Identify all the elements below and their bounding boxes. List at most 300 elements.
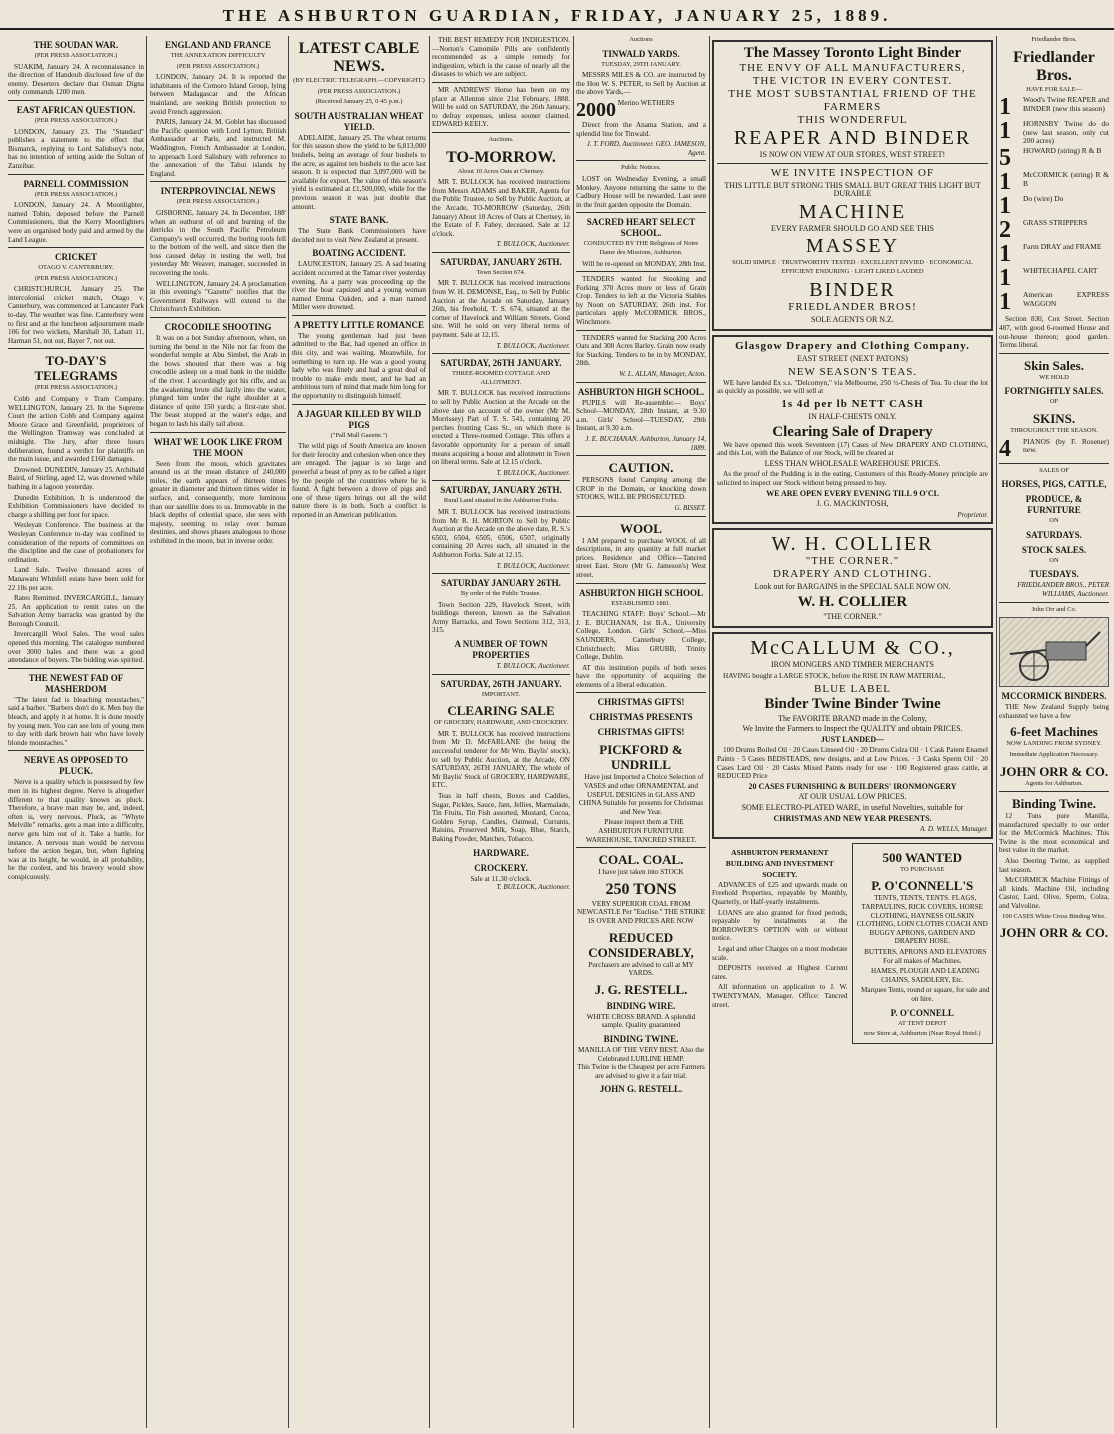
auction-text: MR T. BULLOCK has received instructions from Mr D. McFARLANE (he being the successful tenderer for Mr Wm. Baylis' stock), to sell by Public Auction, at the Arcade, ON SATURDAY, 26TH JANUARY, The whole of Mr Baylis' Stock of GROCERY, HARDWARE, ETC. [432, 729, 570, 790]
newspaper-masthead [0, 6, 1114, 30]
column-5-notices [576, 36, 706, 1428]
item-label: WHITECHAPEL CART [1023, 266, 1098, 276]
ad-line: WE INVITE INSPECTION OF [770, 166, 935, 179]
ad-title: The Massey Toronto Light Binder [743, 45, 962, 61]
ad-text: TENTS, TENTS, TENTS. FLAGS, TARPAULINS, RICK COVERS, HORSE CLOTHING, HAYNESS OILSKIN CLOTHING, LOIN CLOTHS COACH AND BUGGY APRONS, GARDEN AND DRAPERY HOSE. [856, 894, 988, 946]
subheading: Town Section 674. [476, 268, 526, 276]
item-count: 4 [999, 435, 1011, 462]
article-text: It was on a hot Sunday afternoon, when, on turning the bend in the Nile not far from the wonderful temple at Abu Simbel, the Arab in the bows shouted that there was a big crocodile asleep on a mud bank in the middle of the river. I accordingly got his rifle, and as the awakening brute slid lazily into the water, plunged him under the right shoulder at a distance of quite 150 yards; a first-rate shot. The beast stopped at the water's edge, and began to lash his daily tail about. [150, 334, 286, 428]
column-rule [429, 36, 430, 1428]
notice-signature: G. BISSET. [674, 503, 706, 512]
article-text: SUAKIM, January 24. A reconnaissance in the direction of Handoub disclosed few of the enemy. Deserters declare that Osman Digna only commands 1200 men. [8, 62, 144, 97]
item-count: 1 [999, 265, 1011, 292]
item-count: 1 [999, 289, 1011, 316]
ad-line: THE ENVY OF ALL MANUFACTURERS, [739, 62, 966, 74]
heading-east-african: EAST AFRICAN QUESTION. [16, 104, 136, 115]
heading-pickford: PICKFORD & UNDRILL [599, 742, 683, 773]
divider [576, 330, 706, 331]
ad-text: DEPOSITS received at Highest Current rates. [712, 964, 848, 981]
heading-christmas: CHRISTMAS GIFTS! [597, 697, 685, 708]
divider [8, 247, 144, 248]
byline: (PER PRESS ASSOCIATION.) [34, 116, 118, 124]
ad-text: We have opened this week Seventeen (17) Cases of New DRAPERY AND CLOTHING, and this Lot, with the Balance of our Stock, will be cleared at [717, 440, 988, 458]
received-time: (Received January 25, 0·45 p.m.) [315, 98, 403, 106]
divider [432, 82, 570, 83]
sale-item [999, 120, 1109, 145]
sale-item [999, 169, 1109, 196]
auctioneer-signature: T. BULLOCK, Auctioneer. [496, 662, 570, 671]
ad-line: Immediate Application Necessary. [1009, 750, 1099, 758]
ad-line: "THE CORNER." [823, 611, 882, 621]
ad-headline: Clearing Sale of Drapery [772, 423, 933, 440]
article-text: Land Sale. Twelve thousand acres of Manawatu Whinfell estate have been sold for 22 10s per acre. [8, 566, 144, 592]
ad-line: Agents for Ashburton. [1025, 779, 1083, 787]
article-text: GISBORNE, January 24. In December, 188' when an outburst of oil and burning of the derricks in the South Pacific Petroleum Company's well occurred, the boring tools fell to the bottom of the well, and since then the loss caused delay in testing the well, but yesterday Mr Weaver, manager, succeeded in recovering the tools. [150, 208, 286, 278]
byline: (PER PRESS ASSOCIATION.) [176, 62, 260, 70]
notice-signature: W. L. ALLAN, Manager, Acton. [619, 370, 706, 379]
heading-binding-twine: BINDING TWINE. [603, 1033, 679, 1044]
sale-items-list [999, 94, 1109, 316]
article-text: ADELAIDE, January 25. The wheat returns for this season show the yield to be 6,813,000 bushels, being an average of four bushels to the acre, as against ten bushels to the acre last season. It is expected that 3,097,000 will be available for export. The value of this season's yield is estimated at £1,500,000, while for the previous season it was just double that amount. [292, 133, 426, 211]
ad-headline: W. H. COLLIER [771, 533, 934, 556]
heading-cable-news: LATEST CABLE NEWS. [298, 40, 420, 75]
ad-headline: P. O'CONNELL'S [871, 878, 974, 894]
heading-auction-date: SATURDAY, 26TH JANUARY. [440, 678, 562, 689]
auctioneer-signature: T. BULLOCK, Auctioneer. [496, 240, 570, 249]
auction-text: MR T. BULLOCK has received instructions from W. H. DEMONSE, Esq., to Sell by Public Auction at the Arcade on Saturday, January 26th, his freehold, T. S. 674, situated at the corner of Havelock and William Streets. Good site. Will be sold on very liberal terms of payment. Sale at 12.15. [432, 279, 570, 340]
subheading: THREE-ROOMED COTTAGE AND ALLOTMENT. [451, 370, 551, 386]
heading-binding-wire: BINDING WIRE. [606, 1000, 676, 1011]
sale-item [999, 193, 1109, 220]
column-header: Friedlander Bros. [1031, 36, 1077, 43]
divider [292, 404, 426, 405]
heading-moon: WHAT WE LOOK LIKE FROM THE MOON [153, 436, 283, 458]
notice-text: PUPILS will Re-assemble:— Boys' School—MONDAY, 28th Instant, at 9.30 a.m. Girls' School—TUESDAY, 29th Instant, at 9.30 a.m. [576, 398, 706, 433]
heading-christmas: CHRISTMAS PRESENTS [589, 712, 693, 723]
item-count: 2 [999, 217, 1011, 244]
subheading: IMPORTANT. [481, 690, 521, 698]
divider [8, 668, 144, 669]
ad-line: PRODUCE, & FURNITURE [1025, 494, 1083, 516]
column-2-news [150, 36, 286, 1428]
column-rule [573, 36, 574, 1428]
sale-item [999, 217, 1109, 244]
heading-interprovincial: INTERPROVINCIAL NEWS [160, 186, 276, 197]
ad-headline: Friedlander Bros. [1013, 48, 1095, 84]
heading-binding-twine: Binding Twine. [1011, 796, 1097, 812]
notice-text: TENDERS wanted for Stacking 200 Acres Oats and 300 Acres Barley. Grain now ready for Stacking. Tenders to be in by MONDAY, 28th. [576, 333, 706, 368]
divider [8, 348, 144, 349]
ad-line: FRIEDLANDER BROS! [788, 300, 917, 313]
divider [432, 132, 570, 133]
ad-text: I have just taken into STOCK [598, 868, 684, 877]
sale-item [999, 265, 1109, 292]
divider [432, 252, 570, 253]
ad-line: JUST LANDED— [820, 734, 885, 744]
subheading: OF GROCERY, HARDWARE, AND CROCKERY. [433, 719, 569, 727]
ad-line: now Store at, Ashburton (Near Royal Hotel.) [863, 1030, 981, 1038]
ad-line: HAVE FOR SALE— [1026, 85, 1082, 93]
column-rule [288, 36, 289, 1428]
divider [576, 516, 706, 517]
ad-line: LESS THAN WHOLESALE WAREHOUSE PRICES. [764, 458, 941, 468]
ad-text: Please inspect them at THE ASHBURTON FURNITURE WAREHOUSE, TANCRED STREET. [585, 818, 697, 844]
ad-line: SOME ELECTRO-PLATED WARE, in useful Novelties, suitable for [741, 803, 964, 812]
ad-text: Also Deering Twine, as supplied last season. [999, 857, 1109, 874]
heading-wheat-yield: SOUTH AUSTRALIAN WHEAT YIELD. [294, 110, 424, 132]
heading-sacred-heart: SACRED HEART SELECT SCHOOL. [586, 217, 696, 239]
ad-headline: MACHINE [798, 200, 907, 223]
subheading: By order of the Public Trustee. [460, 590, 542, 598]
ad-text: HAMES, PLOUGH AND LEADING CHAINS, SADDLERY, Etc. [870, 967, 980, 984]
ad-headline: JOHN ORR & CO. [999, 763, 1109, 779]
ad-text: BUTTERS, APRONS AND ELEVATORS For all makes of Machines. [864, 947, 987, 965]
divider [150, 317, 286, 318]
ad-text: McCORMICK Machine Fittings of all kinds. Machine Oil, including Castor, Lard, Olive, Sperm, Colza, and Valvoline. [999, 876, 1109, 911]
heading-cricket: CRICKET [54, 252, 97, 263]
oconnell-tents-ad [852, 843, 994, 1044]
ad-line: IRON MONGERS AND TIMBER MERCHANTS [771, 660, 934, 670]
heading-auction-date: SATURDAY, 26TH JANUARY. [440, 358, 562, 369]
ad-line: NEW SEASON'S TEAS. [787, 365, 918, 378]
column-4-auctions [432, 36, 570, 1428]
building-society-ad [712, 843, 848, 1044]
ad-headline: 500 WANTED [882, 849, 963, 865]
heading-auction-date: SATURDAY JANUARY 26TH. [441, 578, 561, 589]
ad-line: The FAVORITE BRAND made in the Colony, [778, 713, 927, 723]
auction-text: MESSRS MILES & CO. are instructed by the Hon W. S. PETER, to Sell by Auction at the above Yards,— [576, 71, 706, 97]
heading-reduced: REDUCED CONSIDERABLY, [588, 929, 694, 960]
ad-line: Look out for BARGAINS in the SPECIAL SALE NOW ON. [754, 582, 951, 592]
ad-text: THE BEST REMEDY FOR INDIGESTION.—Norton's Camomile Pills are confidently recommended as a simple remedy for indigestion, which is the cause of nearly all the diseases to which we are subject. [432, 36, 570, 79]
article-text: Invercargill Wool Sales. The wool sales opened this morning. The catalogue numbered over 3000 bales and there was a good attendance of buyers. The bidding was spirited. [8, 630, 144, 665]
ad-text: Have just Imported a Choice Selection of VASES and other ORNAMENTAL and USEFUL DESIGNS in GLASS AND CHINA Suitable for presents for Christmas and New Year. [578, 773, 704, 816]
column-rule [996, 36, 997, 1428]
ad-text: Purchasers are advised to call at MY YARDS. [588, 960, 694, 978]
ad-stock-list: 100 Drums Boiled Oil · 20 Cases Linseed Oil · 20 Drums Colza Oil · 1 Cask Patent Enamel Paints · 5 Cases BEDSTEADS, new designs, and at Low Prices. · 3 Casks Sperm Oil · 20 Cases Lard Oil · 20 Casks Mixed Paints ready for use · 100 Registered grass cattle, at REDUCED Price [717, 746, 988, 781]
auction-text: Town Section 229, Havelock Street, with buildings thereon, known as the Salvation Army Barracks, and Town Sections 312, 313, 315. [432, 600, 570, 635]
heading-wool: WOOL [620, 520, 662, 536]
ad-text: As the proof of the Pudding is in the eating, Customers of this Ready-Money principle are solicited to inspect our Stock without being pressed to buy. [717, 470, 988, 487]
ad-line: AT TENT DEPOT [898, 1019, 947, 1027]
ad-text: WE have landed Ex s.s. "Delcomyn," via Melbourne, 250 ½-Chests of Tea. To clear the lot as quickly as possible, we will sell at [717, 378, 988, 396]
ad-line: ON [1049, 517, 1059, 525]
article-text: Dunedin Exhibition. It is understood the Exhibition Commissioners have decided to charge a shilling per foot for space. [8, 493, 144, 519]
heading-state-bank: STATE BANK. [329, 215, 389, 226]
ad-text: 12 Tons pure Manilla, manufactured specially to our order for the McCormick Machines. This Twine is the most economical and best value in the market. [999, 812, 1109, 855]
ad-line: 100 CASES White Cross Binding Wire. [1002, 912, 1106, 920]
auctioneer-signature: T. BULLOCK, Auctioneer. [496, 883, 570, 892]
glasgow-drapery-ad [712, 335, 993, 524]
article-text: The wild pigs of South America are known for their ferocity and cohesion when once they are enraged. The jaguar is so large and powerful a beast of prey as to be called a tiger by the people of the countries where he is found. A fight between a drove of pigs and one of these tigers brings out all the wild nature there is in both. Such a conflict is reported in an American publication. [292, 442, 426, 519]
ad-signature: FRIEDLANDER BROS., PETER WILLIAMS, Auctioneer. [1017, 581, 1109, 598]
auction-text: MR T. BULLOCK has received instructions from Mr R. H. MORTON to Sell by Public Auction at the Arcade on the above date, R. S.'s 6503, 6504, 6505, 6506, 6507, originally containing 20 Acres each, all situated in the Ashburton Forks. Sale at 12.15. [432, 507, 570, 559]
heading-clearing-sale: CLEARING SALE [447, 703, 555, 719]
byline: ("Pall Mall Gazette.") [330, 431, 388, 439]
column-rule [146, 36, 147, 1428]
subheading: CONDUCTED BY THE Religious of Notre Dame des Missions, Ashburton. [583, 240, 699, 256]
ad-line: IN HALF-CHESTS ONLY. [808, 411, 897, 421]
heading-restell: J. G. RESTELL. [594, 981, 688, 997]
reaper-binder-illustration [999, 617, 1109, 687]
item-count: 1 [999, 94, 1011, 121]
divider [8, 100, 144, 101]
divider [8, 750, 144, 751]
item-count: 1 [999, 241, 1011, 268]
heading-romance: A PRETTY LITTLE ROMANCE [294, 319, 424, 330]
divider [432, 353, 570, 354]
heading-christmas: CHRISTMAS GIFTS! [597, 727, 685, 738]
column-3-cables [292, 36, 426, 1428]
ad-text: ADVANCES of £25 and upwards made on Freehold Properties, repayable by Monthly, Quarterly, or Half-yearly instalments. [712, 880, 848, 906]
heading-jaguar: A JAGUAR KILLED BY WILD PIGS [296, 408, 422, 430]
ad-line: THROUGHOUT THE SEASON. [1010, 426, 1098, 434]
divider [576, 212, 706, 213]
ad-line: STOCK SALES. [1021, 544, 1087, 555]
column-7-friedlander [999, 36, 1109, 1428]
ad-qualities: SOLID SIMPLE · TRUSTWORTHY TESTED · EXCELLENT ENVIED · ECONOMICAL EFFICIENT ENDURING · LIGHT LIKED LAUDED [732, 259, 973, 275]
ad-line: THE MOST SUBSTANTIAL FRIEND OF THE FARMERS [728, 88, 977, 113]
divider [8, 174, 144, 175]
heading-mccormick: MCCORMICK BINDERS. [1001, 691, 1107, 702]
divider [576, 847, 706, 848]
item-label: GRASS STRIPPERS [1023, 218, 1088, 228]
heading-soudan-war: THE SOUDAN WAR. [33, 40, 119, 50]
ad-text: LOANS are also granted for fixed periods, repayable by instalments at the BORROWER'S OPTION with or without notice. [712, 908, 848, 943]
ad-line: WE HOLD [1039, 373, 1069, 381]
ad-line: EVERY FARMER SHOULD GO AND SEE THIS [771, 223, 934, 233]
notice-signature: J. E. BUCHANAN. Ashburton, January 14, 1889. [585, 435, 706, 452]
divider [432, 573, 570, 574]
auction-text: MR T. BULLOCK has received instructions from Messrs ADAMS and BAKER, Agents for the Public Trustee, to Sell by Public Auction, at the Arcade, TO-MORROW (Saturday, 26th January) About 10 Acres of Oats at Chertsey, in the Estate of F. Fahey, deceased. Sale at 12 o'clock. [432, 178, 570, 238]
item-label: American EXPRESS WAGGON [1023, 290, 1109, 308]
article-text: Nerve is a quality which is possessed by few men in its highest degree. Nerve is altogether different to that quality known as pluck. Therefore, a brave man may be, and, indeed, often is, very nervous. Pluck, as "Whyte Melville" remarks, gets a man into a difficulty, nerve gets him out of it. Take a battle, for instance. A nervous man would be nervous before the action began, but, when fighting was at its height, he would, in all probability, be the coolest, and his bravery would show conspicuously. [8, 778, 144, 881]
article-text: LONDON, January 24. A Moonlighter, named Tobin, deposed before the Parnell Commissioners, that the Kerry Moonlighters were an organised body paid and armed by the Land League. [8, 201, 144, 244]
heading-high-school: ASHBURTON HIGH SCHOOL. [577, 386, 705, 397]
column-rule [709, 36, 710, 1428]
article-text: WELLINGTON, January 24. A proclamation in this evening's "Gazette" notifies that the Government Railways will extend to the Christchurch Exhibition. [150, 279, 286, 314]
heading-crockery: CROCKERY. [474, 862, 528, 873]
item-count: 1 [999, 118, 1011, 145]
ad-line: John Orr and Co. [1031, 605, 1077, 613]
heading-john-restell: JOHN G. RESTELL. [599, 1084, 683, 1095]
divider [999, 602, 1109, 603]
heading-auction-date: SATURDAY, JANUARY 26TH. [440, 485, 562, 496]
mccallum-ad [712, 632, 993, 838]
sale-time: Sale at 11.30 o'clock. [470, 874, 532, 883]
byline: (BY ELECTRIC TELEGRAPH.—COPYRIGHT.) [293, 77, 425, 84]
stock-list: Teas in half chests, Boxes and Caddies, Sugar, Pickles, Sauce, Jam, Jellies, Marmalade, Tin Fruits, Tin Fish assorted, Mustard, Cocoa, Golden Syrup, Candles, Oatmeal, Currants, Raisins, Preserved Milk, Soap, Blue, Starch, Baking Powder, Matches, Tobacco. [432, 792, 570, 843]
ad-text: Marquee Tents, round or square, for sale and on hire. [861, 986, 990, 1003]
notice-text: MR ANDREWS' Horse has been on my place at Allenton since 21st February, 1888. Will be sold on SATURDAY, the 26th January, to defray expenses, unless sooner claimed. EDWARD KEELY. [432, 85, 570, 129]
subheading: THE ANNEXATION DIFFICULTY [170, 52, 266, 59]
ad-headline: MASSEY [805, 235, 900, 258]
divider [292, 315, 426, 316]
ad-text: This Twine is the Cheapest per acre Farmers are advised to give it a fair trial. [577, 1063, 705, 1080]
auction-text: MR T. BULLOCK has received instructions to sell by Public Auction at the Arcade on the above date on account of the owner (Mr M. Morrissey) Part of T. S. 541, containing 20 perches fronting Cass St., on which there is erected a Three-roomed Cottage. This offers a favorable opportunity for a person of small means acquiring a house and allotment in Town on liberal terms. Sale at 12.15 o'clock. [432, 389, 570, 467]
heading-skin-sales: Skin Sales. [1024, 357, 1084, 373]
notice-text: Will be re-opened on MONDAY, 28th Inst. [582, 259, 706, 268]
article-text: "The latest fad is bleaching moustaches," said a barber. "Barbers don't do it. Men buy the bleach, and apply it at home. It is done mostly by young men. You can see lots of young men to day with dark brown hair who have lovely blonde moustaches." [8, 695, 144, 747]
section-label: Public Notices. [621, 164, 661, 172]
ad-title: ASHBURTON PERMANENT BUILDING AND INVESTMENT SOCIETY. [725, 847, 834, 879]
ad-line: DRAPERY AND CLOTHING. [772, 568, 932, 581]
binder-machine-icon [1006, 624, 1102, 682]
item-label: McCORMICK (string) R & B [1023, 170, 1109, 188]
auction-text: Direct from the Anama Station, and a splendid line for Tinwald. [576, 120, 706, 138]
sale-item [999, 289, 1109, 316]
article-text: Rates Remitted. INVERCARGILL, January 25. An application to remit rates on the Salvation Army barracks was granted by the Borough Council. [8, 594, 144, 628]
massey-binder-ad [712, 40, 993, 331]
item-label: HOWARD (string) R & B [1023, 146, 1102, 156]
heading-crocodile: CROCODILE SHOOTING [164, 322, 272, 333]
heading-tomorrow: TO-MORROW. [446, 148, 556, 166]
notice-text: LOST on Wednesday Evening, a small Monkey. Anyone returning the same to the Cadbury House will be rewarded. Last seen in the fruit garden opposite the Domain. [576, 174, 706, 209]
byline: (PER PRESS ASSOCIATION.) [34, 384, 118, 392]
ad-line: "THE CORNER." [805, 555, 900, 568]
ad-signature: A. D. WELLS, Manager. [920, 825, 988, 834]
heading-england-france: ENGLAND AND FRANCE [164, 40, 271, 50]
collier-ad [712, 528, 993, 628]
section-label: Auctions [629, 36, 653, 43]
ad-line: AT OUR USUAL LOW PRICES. [798, 792, 907, 802]
subheading: About 10 Acres Oats at Chertsey. [457, 167, 545, 175]
ad-headline: 6-feet Machines [1010, 724, 1098, 740]
ad-headline: REAPER AND BINDER [733, 127, 972, 149]
ad-text: WHITE CROSS BRAND. A splendid sample. Quality guaranteed [586, 1012, 696, 1030]
ad-headline: Binder Twine Binder Twine [764, 695, 941, 712]
ad-text: Legal and other Charges on a most moderate scale. [712, 944, 848, 962]
item-count: 1 [999, 169, 1011, 196]
heading-town-properties: A NUMBER OF TOWN PROPERTIES [454, 639, 548, 661]
heading-parnell: PARNELL COMMISSION [23, 178, 129, 189]
divider [576, 583, 706, 584]
ad-text: THE New Zealand Supply being exhausted we have a few [999, 703, 1109, 720]
ad-line: J. G. MACKINTOSH, [816, 499, 889, 509]
divider [150, 181, 286, 182]
article-text: LAUNCESTON, January 25. A sad boating accident occurred at the Tamar river yesterday evening. As a party was proceeding up the river the boat capsized and a young woman named Emma Oakden, and a man named Miller were drowned. [292, 260, 426, 312]
item-count: 5 [999, 145, 1011, 172]
article-text: The State Bank Commissioners have decided not to visit New Zealand at present. [292, 227, 426, 244]
divider [576, 271, 706, 272]
divider [999, 791, 1109, 792]
subheading: OTAGO V. CANTERBURY. [38, 264, 114, 272]
ad-headline: SKINS. [1032, 410, 1076, 426]
ad-line: OF [1049, 398, 1059, 406]
article-text: Wesleyan Conference. The business at the Wesleyan Conference to-day was confined to consideration of the reports of committees on the discipline and the case of probationers for ordination. [8, 521, 144, 564]
ad-line: We Invite the Farmers to Inspect the QUALITY and obtain PRICES. [742, 724, 963, 734]
divider [717, 163, 988, 164]
heading-telegrams: TO-DAY'S TELEGRAMS [34, 353, 118, 384]
byline: (PER PRESS ASSOCIATION.) [34, 274, 118, 282]
ad-price: 1s 4d per lb NETT CASH [781, 397, 924, 410]
column-1-news [8, 36, 144, 1428]
masthead-title: THE ASHBURTON GUARDIAN, FRIDAY, JANUARY 25, 1889. [222, 6, 892, 25]
ad-headline: P. O'CONNELL [890, 1007, 954, 1018]
auctioneer-signature: T. BULLOCK, Auctioneer. [496, 561, 570, 570]
divider [150, 432, 286, 433]
auctioneer-signature: J. T. FORD, Auctioneer. GEO. JAMESON, Agent. [586, 140, 706, 157]
auctioneer-signature: T. BULLOCK, Auctioneer. [496, 341, 570, 350]
article-text: LONDON, January 23. The "Standard" publishes a statement to the effect that Bismarck, replying to Lord Salisbury's note, has no intention of setting aside the Sultan of Zanzibar. [8, 127, 144, 170]
divider [999, 463, 1109, 464]
article-text: The young gentleman had just been admitted to the Bar, had opened an office in this city, and was waiting. Meanwhile, for something to turn up. He was a good young lady who was finely and had a great deal of trouble to make ends meet, and he had an ambitious turn of mind that made him long for the opportunity to distinguish himself. [292, 331, 426, 401]
notice-text: TENDERS wanted for Stooking and Forking 370 Acres more or less of Grain Crop. Tenders to left at the Victoria Stables by Noon on SATURDAY, 26th inst. For particulars apply McCORMICK BROS., Winchmore. [576, 275, 706, 327]
ad-line: NOW LANDING FROM SYDNEY. [1006, 740, 1102, 748]
article-text: Seen from the moon, which gravitates around us at the mean distance of 240,000 miles, the earth appears of thirteen times greater in diameter and thirteen times wider in surface, and, consequently, more luminous than our satellite does to us. Immovable in the black depths of celestial space, she sees with majesty, seeming to relay over human destinies, and shows phases analogous to those exhibited in the moon, but in inverse order. [150, 459, 286, 545]
ad-headline: JOHN ORR & CO. [999, 925, 1109, 941]
sale-item [999, 241, 1109, 268]
ad-line: TUESDAYS. [1029, 569, 1079, 580]
article-text: LONDON, January 24. It is reported the inhabitants of the Comoro Island Group, lying between Madagascar and the African mainland, are seeking British protection to avoid French aggression. [150, 73, 286, 116]
heading-boating: BOATING ACCIDENT. [312, 248, 406, 259]
wethers-line [576, 99, 706, 121]
bottom-ads-row [712, 843, 993, 1044]
ad-line: TO PURCHASE [900, 865, 945, 873]
ad-line: 20 CASES FURNISHING & BUILDERS' IRONMONGERY [748, 781, 957, 791]
ad-text: VERY SUPERIOR COAL FROM NEWCASTLE Per "Euclise." THE STRIKE IS OVER AND PRICES ARE NOW [576, 899, 706, 925]
ad-text: Section 830, Cox Street. Section 487, with good 6-roomed House and out-house thereon; good garden. Terms liberal. [999, 315, 1109, 350]
ad-text: HAVING bought a LARGE STOCK, before the RISE IN RAW MATERIAL, [723, 672, 946, 681]
byline: (PER PRESS ASSOCIATION.) [34, 52, 118, 59]
ad-signature: Proprietor. [957, 510, 988, 519]
divider [999, 353, 1109, 354]
section-label: Auctions. [488, 135, 514, 143]
ad-line: SATURDAYS. [1026, 529, 1082, 540]
ad-line: WE ARE OPEN EVERY EVENING TILL 9 O'CL [766, 488, 939, 498]
ad-headline: W. H. COLLIER [797, 593, 908, 610]
item-count: 1 [999, 193, 1011, 220]
coal-tons: 250 TONS [605, 880, 677, 898]
ad-line: ON [1049, 556, 1059, 564]
column-6-display-ads [712, 36, 993, 1428]
ad-line: IS NOW ON VIEW AT OUR STORES, WEST STREET! [759, 150, 946, 159]
divider [432, 674, 570, 675]
byline: (PER PRESS ASSOCIATION.) [317, 87, 401, 95]
ad-text: All information on application to J. W. TWENTYMAN, Manager. Office: Tancred street. [712, 983, 848, 1009]
heading-tinwald: TINWALD YARDS. [602, 48, 680, 59]
heading-caution: CAUTION. [608, 460, 674, 476]
notice-text: I AM prepared to purchase WOOL of all descriptions, in any quantity at full market prices. Residence and Office—Tancred street East. Store (Mr G. Jameson's) West street. [576, 536, 706, 579]
divider [576, 455, 706, 456]
article-text: Drowned. DUNEDIN, January 25. Archibald Baird, of Stirling, aged 12, was drowned while bathing in a lagoon yesterday. [8, 465, 144, 491]
heading-auction-date: SATURDAY, JANUARY 26TH. [440, 256, 562, 267]
subheading: TUESDAY, 29TH JANUARY. [601, 60, 681, 68]
divider [576, 160, 706, 161]
subheading: ESTABLISHED 1881. [611, 599, 671, 607]
ad-text: MANILLA OF THE VERY BEST. Also the Celebrated LURLINE HEMP. [577, 1045, 705, 1063]
ad-line: THIS LITTLE BUT STRONG THIS SMALL BUT GREAT THIS LIGHT BUT DURABLE [724, 180, 981, 199]
wethers-count: 2000 [576, 98, 616, 121]
ad-line: FORTNIGHTLY SALES. [1004, 386, 1104, 397]
notice-text: AT this institution pupils of both sexes have the opportunity of acquiring the elements of a liberal education. [576, 663, 706, 689]
item-label: PIANOS (by F. Rosener) new. [1023, 436, 1109, 454]
ad-line: SOLE AGENTS OR N.Z. [811, 314, 894, 324]
divider [432, 480, 570, 481]
byline: (PER PRESS ASSOCIATION.) [176, 198, 260, 206]
ad-line: BLUE LABEL [814, 682, 891, 695]
ad-line: HORSES, PIGS, CATTLE, [1001, 479, 1107, 490]
ad-line: CHRISTMAS AND NEW YEAR PRESENTS. [773, 813, 932, 823]
article-text: CHRISTCHURCH, January 25. The intercolonial cricket match, Otago v. Canterbury, was commenced at Lancaster Park to-day. The weather was fine. Canterbury went to first and at the luncheon adjournment made 106 for two wickets, Marshall 30, Labatt 11, Harman 51, not out, Bayer 7, not out. [8, 285, 144, 345]
pianos-row [999, 435, 1109, 462]
notice-text: PERSONS found Camping among the CROP in the Domain, or knocking down STOOKS, WILL BE PROSECUTED. [576, 476, 706, 502]
ad-line: EAST STREET (NEXT PATONS) [797, 354, 908, 364]
divider [576, 382, 706, 383]
item-label: HORNSBY Twine do do (new last season, only cut 200 acres) [1023, 119, 1109, 145]
ad-headline: McCALLUM & CO., [750, 637, 955, 660]
item-label: Do (wire) Do [1023, 194, 1064, 204]
